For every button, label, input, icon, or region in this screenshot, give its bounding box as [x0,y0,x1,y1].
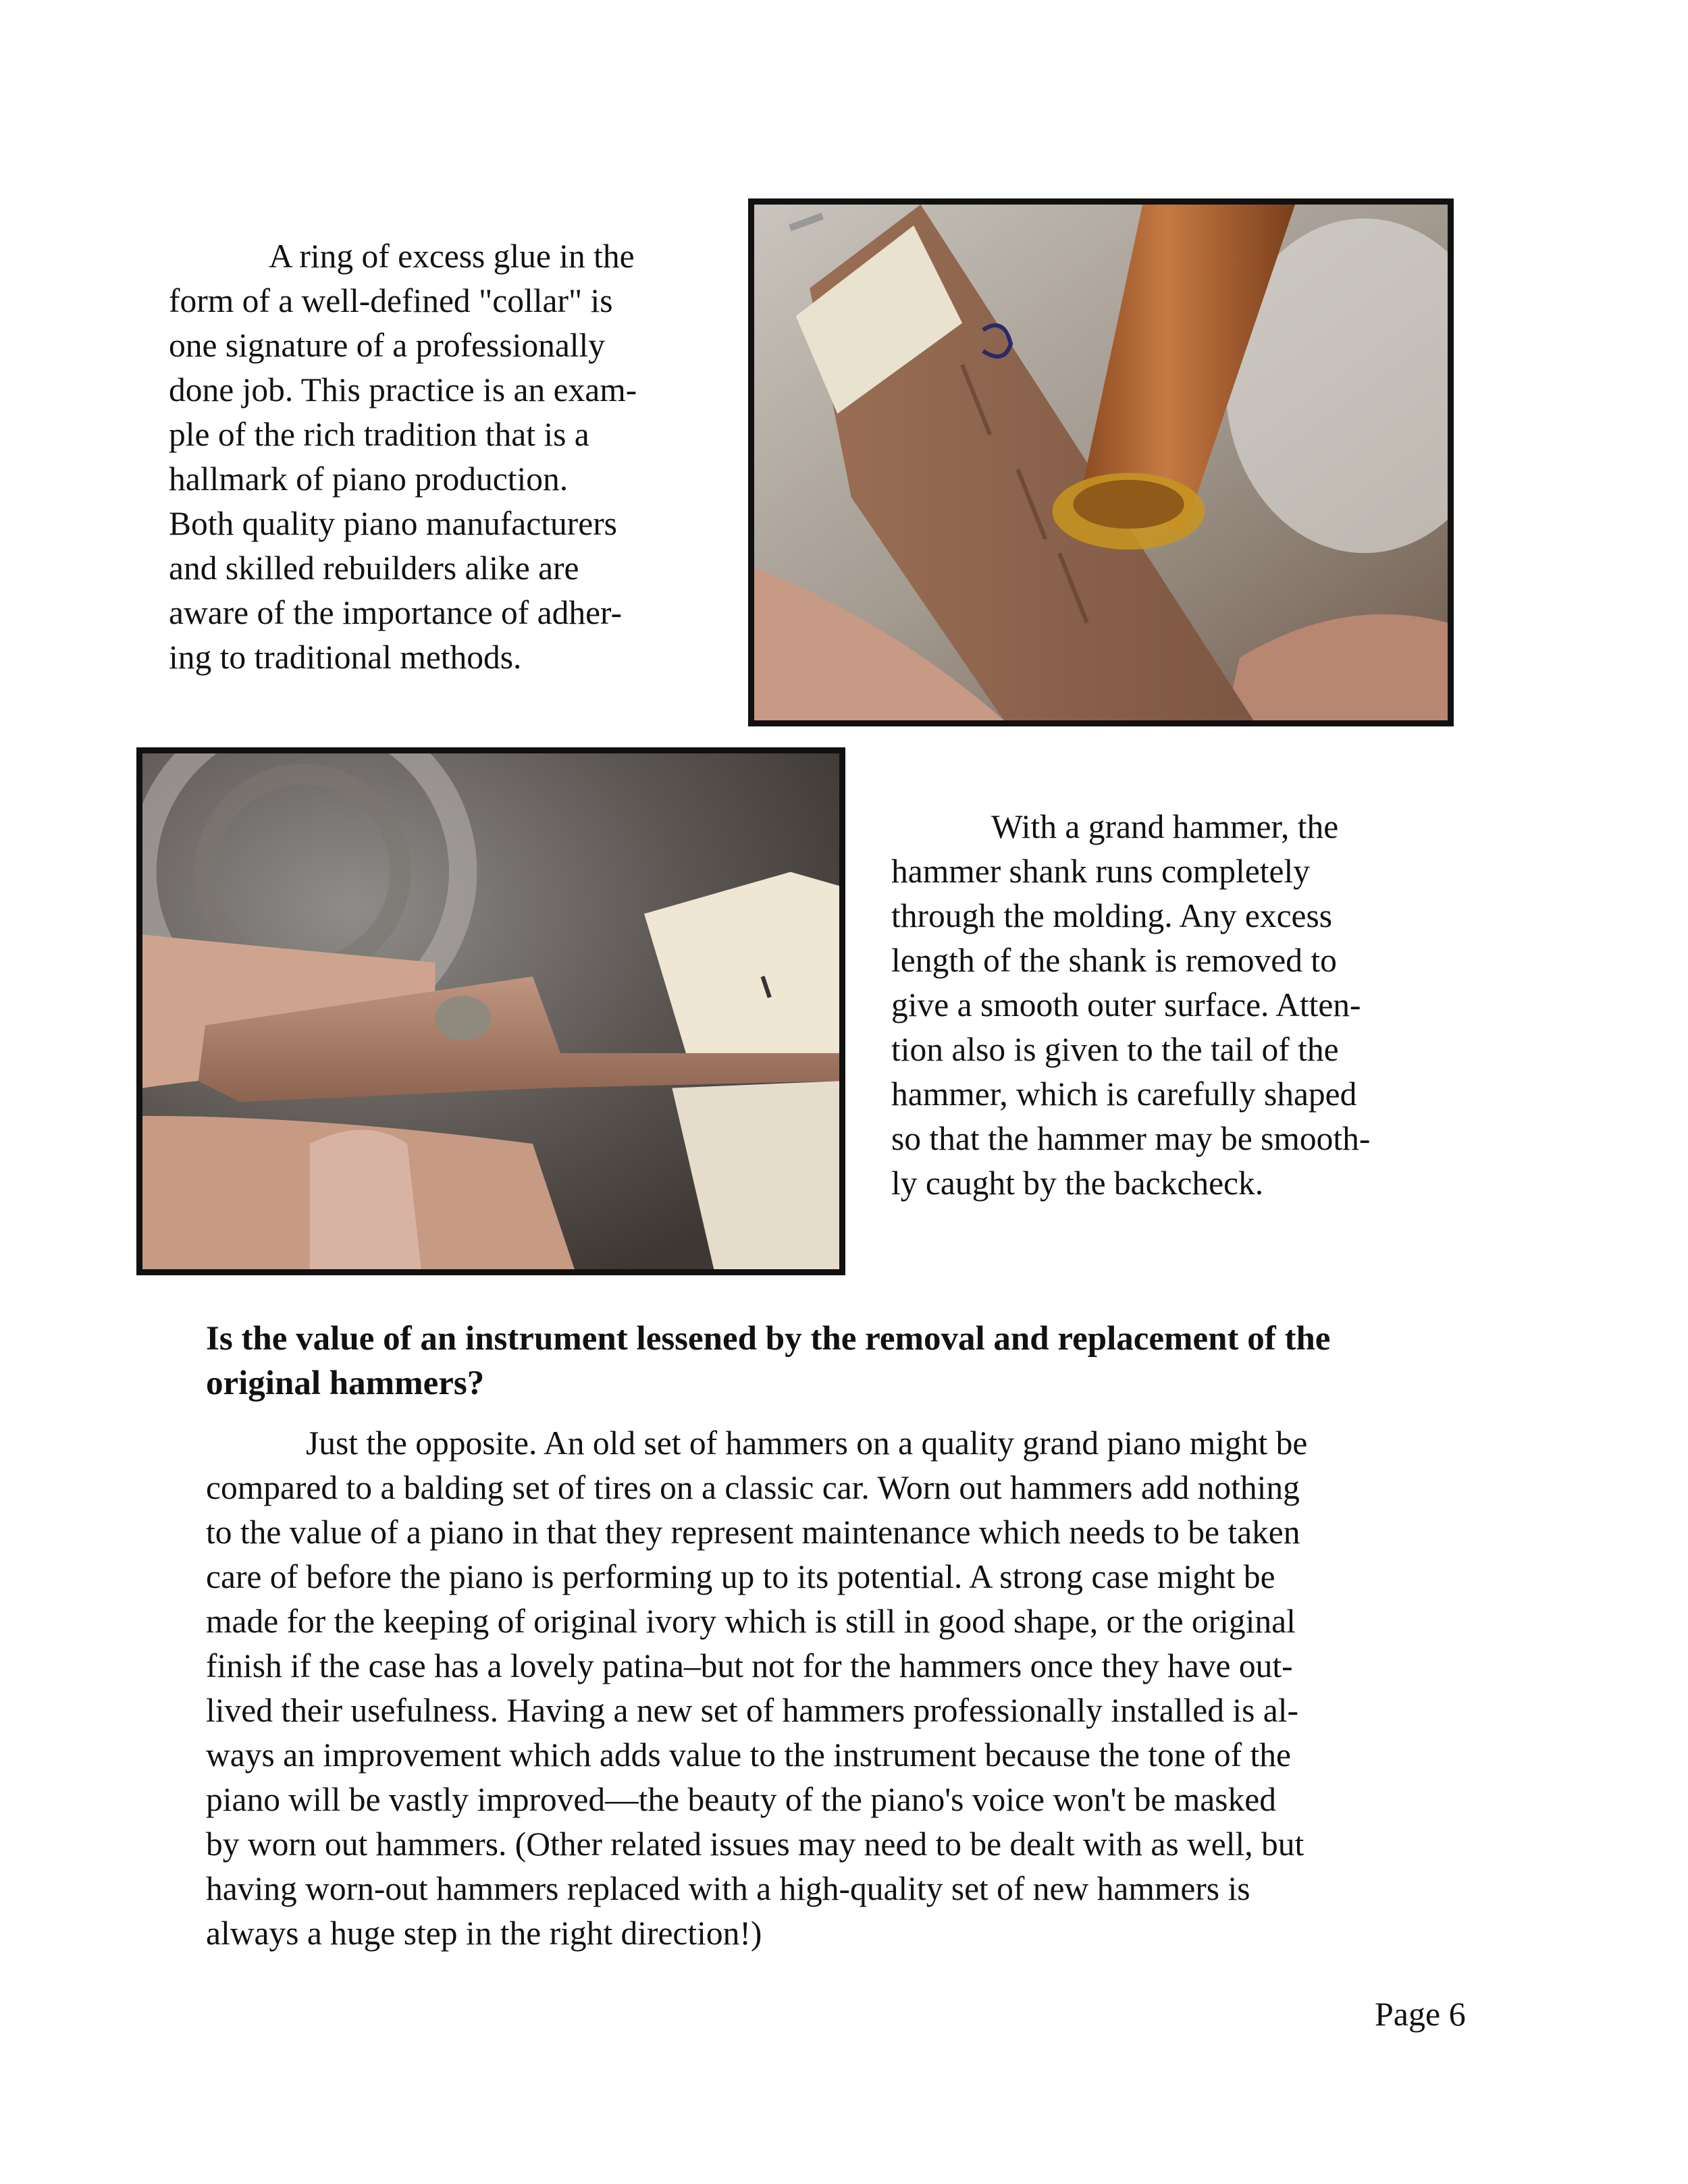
answer-line: by worn out hammers. (Other related issues may need to be dealt with as well, but [206,1826,1304,1863]
caption-line: ly caught by the backcheck. [891,1165,1264,1202]
question-heading [206,1316,1330,1406]
caption-line: give a smooth outer surface. Atten- [891,986,1361,1023]
caption-line: aware of the importance of adher- [169,594,623,631]
caption-line: done job. This practice is an exam- [169,371,637,408]
caption-line: ple of the rich tradition that is a [169,416,589,453]
caption-grand-hammer [891,805,1370,1206]
caption-line: ing to traditional methods. [169,639,522,676]
answer-line: ways an improvement which adds value to the instrument because the tone of the [206,1736,1291,1774]
caption-line: through the molding. Any excess [891,897,1333,934]
answer-line: lived their usefulness. Having a new set of hammers professionally installed is al- [206,1692,1298,1729]
caption-line: one signature of a professionally [169,327,606,364]
answer-line: always a huge step in the right direction!) [206,1915,762,1952]
answer-paragraph [206,1421,1307,1956]
caption-glue-collar [169,234,637,680]
answer-line: to the value of a piano in that they represent maintenance which needs to be taken [206,1514,1300,1551]
caption-line: form of a well-defined "collar" is [169,282,613,319]
answer-line: made for the keeping of original ivory which is still in good shape, or the original [206,1603,1296,1640]
caption-line: hammer shank runs completely [891,853,1310,890]
caption-line: A ring of excess glue in the [269,238,635,275]
answer-line: care of before the piano is performing up to its potential. A strong case might be [206,1558,1275,1595]
page-number: Page 6 [1375,1995,1466,2033]
question-line: original hammers? [206,1364,485,1402]
answer-line: piano will be vastly improved—the beauty of the piano's voice won't be masked [206,1781,1276,1818]
answer-line: having worn-out hammers replaced with a high-quality set of new hammers is [206,1870,1250,1907]
caption-line: tion also is given to the tail of the [891,1031,1339,1068]
caption-line: so that the hammer may be smooth- [891,1120,1371,1157]
answer-line: compared to a balding set of tires on a classic car. Worn out hammers add nothing [206,1469,1300,1506]
answer-line: Just the opposite. An old set of hammers on a quality grand piano might be [306,1424,1308,1462]
caption-line: Both quality piano manufacturers [169,505,617,542]
caption-line: hallmark of piano production. [169,460,569,498]
caption-line: With a grand hammer, the [991,808,1339,845]
caption-line: length of the shank is removed to [891,942,1337,979]
caption-line: and skilled rebuilders alike are [169,550,579,587]
photo-grand-hammer-image [142,753,839,1269]
photo-glue-collar-image [754,205,1448,720]
caption-line: hammer, which is carefully shaped [891,1075,1357,1113]
question-line: Is the value of an instrument lessened by the removal and replacement of the [206,1320,1331,1358]
answer-line: finish if the case has a lovely patina–but not for the hammers once they have out- [206,1647,1293,1684]
photo-glue-collar [748,198,1454,726]
photo-grand-hammer [136,747,845,1275]
